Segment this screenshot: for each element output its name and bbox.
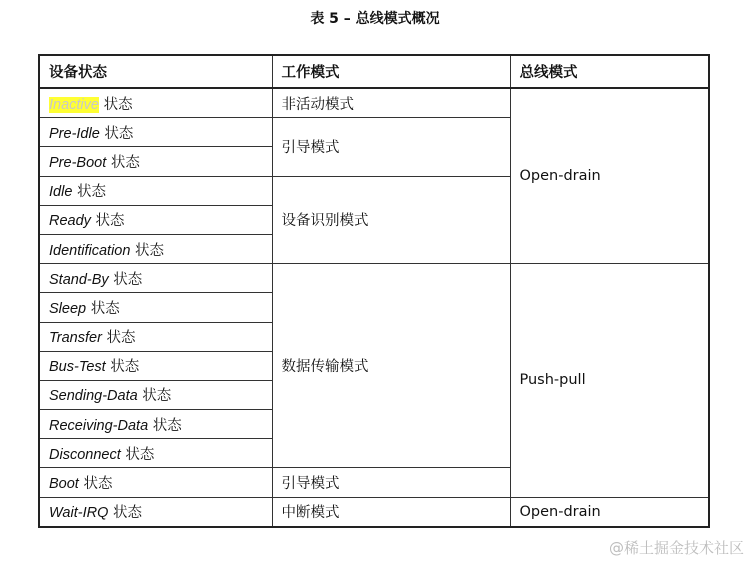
state-suffix: 状态 <box>77 184 106 201</box>
device-state-cell <box>39 88 272 118</box>
device-state-cell <box>39 497 272 527</box>
state-name: Sleep <box>49 300 87 317</box>
state-suffix: 状态 <box>135 242 165 259</box>
state-name: Idle <box>49 184 73 201</box>
operation-mode-cell: 引导模式 <box>272 468 510 497</box>
table-row <box>39 88 709 118</box>
state-name: Disconnect <box>49 446 121 463</box>
state-suffix: 状态 <box>110 154 140 171</box>
bus-mode-cell: Open-drain <box>510 497 709 527</box>
state-suffix: 状态 <box>112 505 142 522</box>
watermark: @稀土掘金技术社区 <box>608 539 744 557</box>
state-name: Inactive <box>49 96 99 113</box>
operation-mode-cell: 数据传输模式 <box>272 264 510 468</box>
state-suffix: 状态 <box>106 330 136 347</box>
state-suffix: 状态 <box>142 388 172 405</box>
state-suffix: 状态 <box>83 476 113 493</box>
state-suffix: 状态 <box>104 125 134 142</box>
table-header-row <box>39 55 709 88</box>
device-state-cell <box>39 351 272 380</box>
state-suffix: 状态 <box>95 213 125 230</box>
state-suffix: 状态 <box>90 300 120 317</box>
state-suffix: 状态 <box>113 271 143 288</box>
device-state-cell <box>39 410 272 439</box>
device-state-cell <box>39 205 272 234</box>
state-name: Bus-Test <box>49 359 106 376</box>
table-row <box>39 264 709 293</box>
state-name: Sending-Data <box>49 388 138 405</box>
state-suffix: 状态 <box>125 446 155 463</box>
state-name: Wait-IRQ <box>49 505 109 522</box>
state-name: Stand-By <box>49 271 109 288</box>
bus-mode-table <box>38 54 710 528</box>
operation-mode-cell: 引导模式 <box>272 118 510 176</box>
state-name: Boot <box>49 476 79 493</box>
device-state-cell <box>39 234 272 263</box>
device-state-cell <box>39 264 272 293</box>
device-state-cell <box>39 176 272 205</box>
bus-mode-cell: Push-pull <box>510 264 709 498</box>
operation-mode-cell: 设备识别模式 <box>272 176 510 264</box>
device-state-cell <box>39 380 272 409</box>
state-suffix: 状态 <box>152 417 182 434</box>
device-state-cell <box>39 118 272 147</box>
state-suffix: 状态 <box>110 359 140 376</box>
device-state-cell <box>39 468 272 497</box>
header-operation-mode: 工作模式 <box>272 55 510 88</box>
operation-mode-cell: 中断模式 <box>272 497 510 527</box>
state-name: Pre-Boot <box>49 154 107 171</box>
device-state-cell <box>39 293 272 322</box>
device-state-cell <box>39 439 272 468</box>
device-state-cell <box>39 322 272 351</box>
table-caption: 表 5 – 总线模式概况 <box>310 11 440 27</box>
state-name: Identification <box>49 242 131 259</box>
header-bus-mode: 总线模式 <box>510 55 709 88</box>
state-name: Ready <box>49 213 91 230</box>
state-suffix: 状态 <box>103 96 133 113</box>
state-name: Pre-Idle <box>49 125 100 142</box>
operation-mode-cell: 非活动模式 <box>272 88 510 118</box>
state-name: Receiving-Data <box>49 417 149 434</box>
state-name: Transfer <box>49 330 102 347</box>
device-state-cell <box>39 147 272 176</box>
bus-mode-cell: Open-drain <box>510 88 709 264</box>
header-device-state: 设备状态 <box>39 55 272 88</box>
table-row <box>39 497 709 527</box>
